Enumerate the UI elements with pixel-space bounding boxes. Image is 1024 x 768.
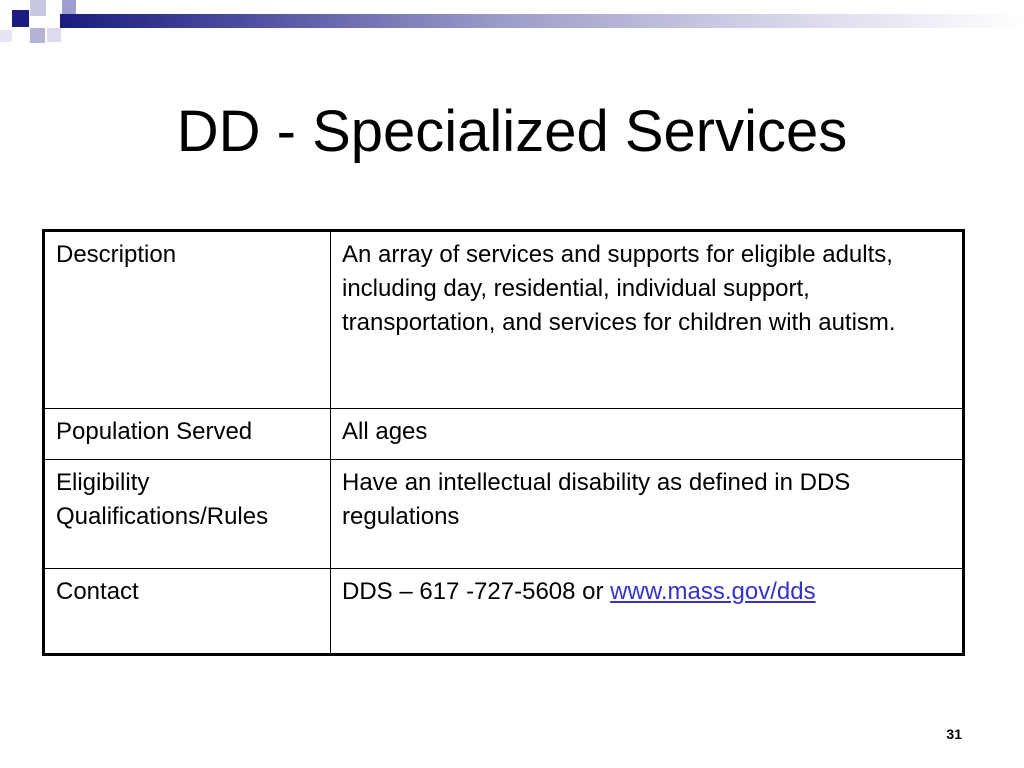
- row-value: [331, 569, 964, 655]
- contact-text: DDS – 617 -727-5608 or: [342, 578, 611, 605]
- row-label: Description: [44, 231, 331, 409]
- page-number: 31: [946, 726, 962, 742]
- table-row: [44, 569, 964, 655]
- decor-square: [0, 30, 12, 42]
- table-row: [44, 460, 964, 569]
- slide-title: DD - Specialized Services: [176, 99, 848, 164]
- row-label: Contact: [44, 569, 331, 655]
- decor-square: [30, 28, 45, 43]
- decor-square: [47, 10, 61, 25]
- header-gradient-bar: [60, 14, 1024, 28]
- row-label: Eligibility Qualifications/Rules: [44, 460, 331, 569]
- dds-website-link[interactable]: www.mass.gov/dds: [610, 578, 816, 605]
- decor-square: [47, 28, 61, 42]
- info-table: [42, 229, 965, 656]
- row-value: An array of services and supports for eligible adults, including day, residential, individual support, transportation, and services for children with autism.: [331, 231, 964, 409]
- row-value: All ages: [331, 409, 964, 460]
- table-row: [44, 409, 964, 460]
- row-value: Have an intellectual disability as defined in DDS regulations: [331, 460, 964, 569]
- decor-square: [62, 0, 76, 14]
- row-label: Population Served: [44, 409, 331, 460]
- table-row: [44, 231, 964, 409]
- decor-square: [30, 0, 46, 16]
- decor-square: [12, 10, 29, 27]
